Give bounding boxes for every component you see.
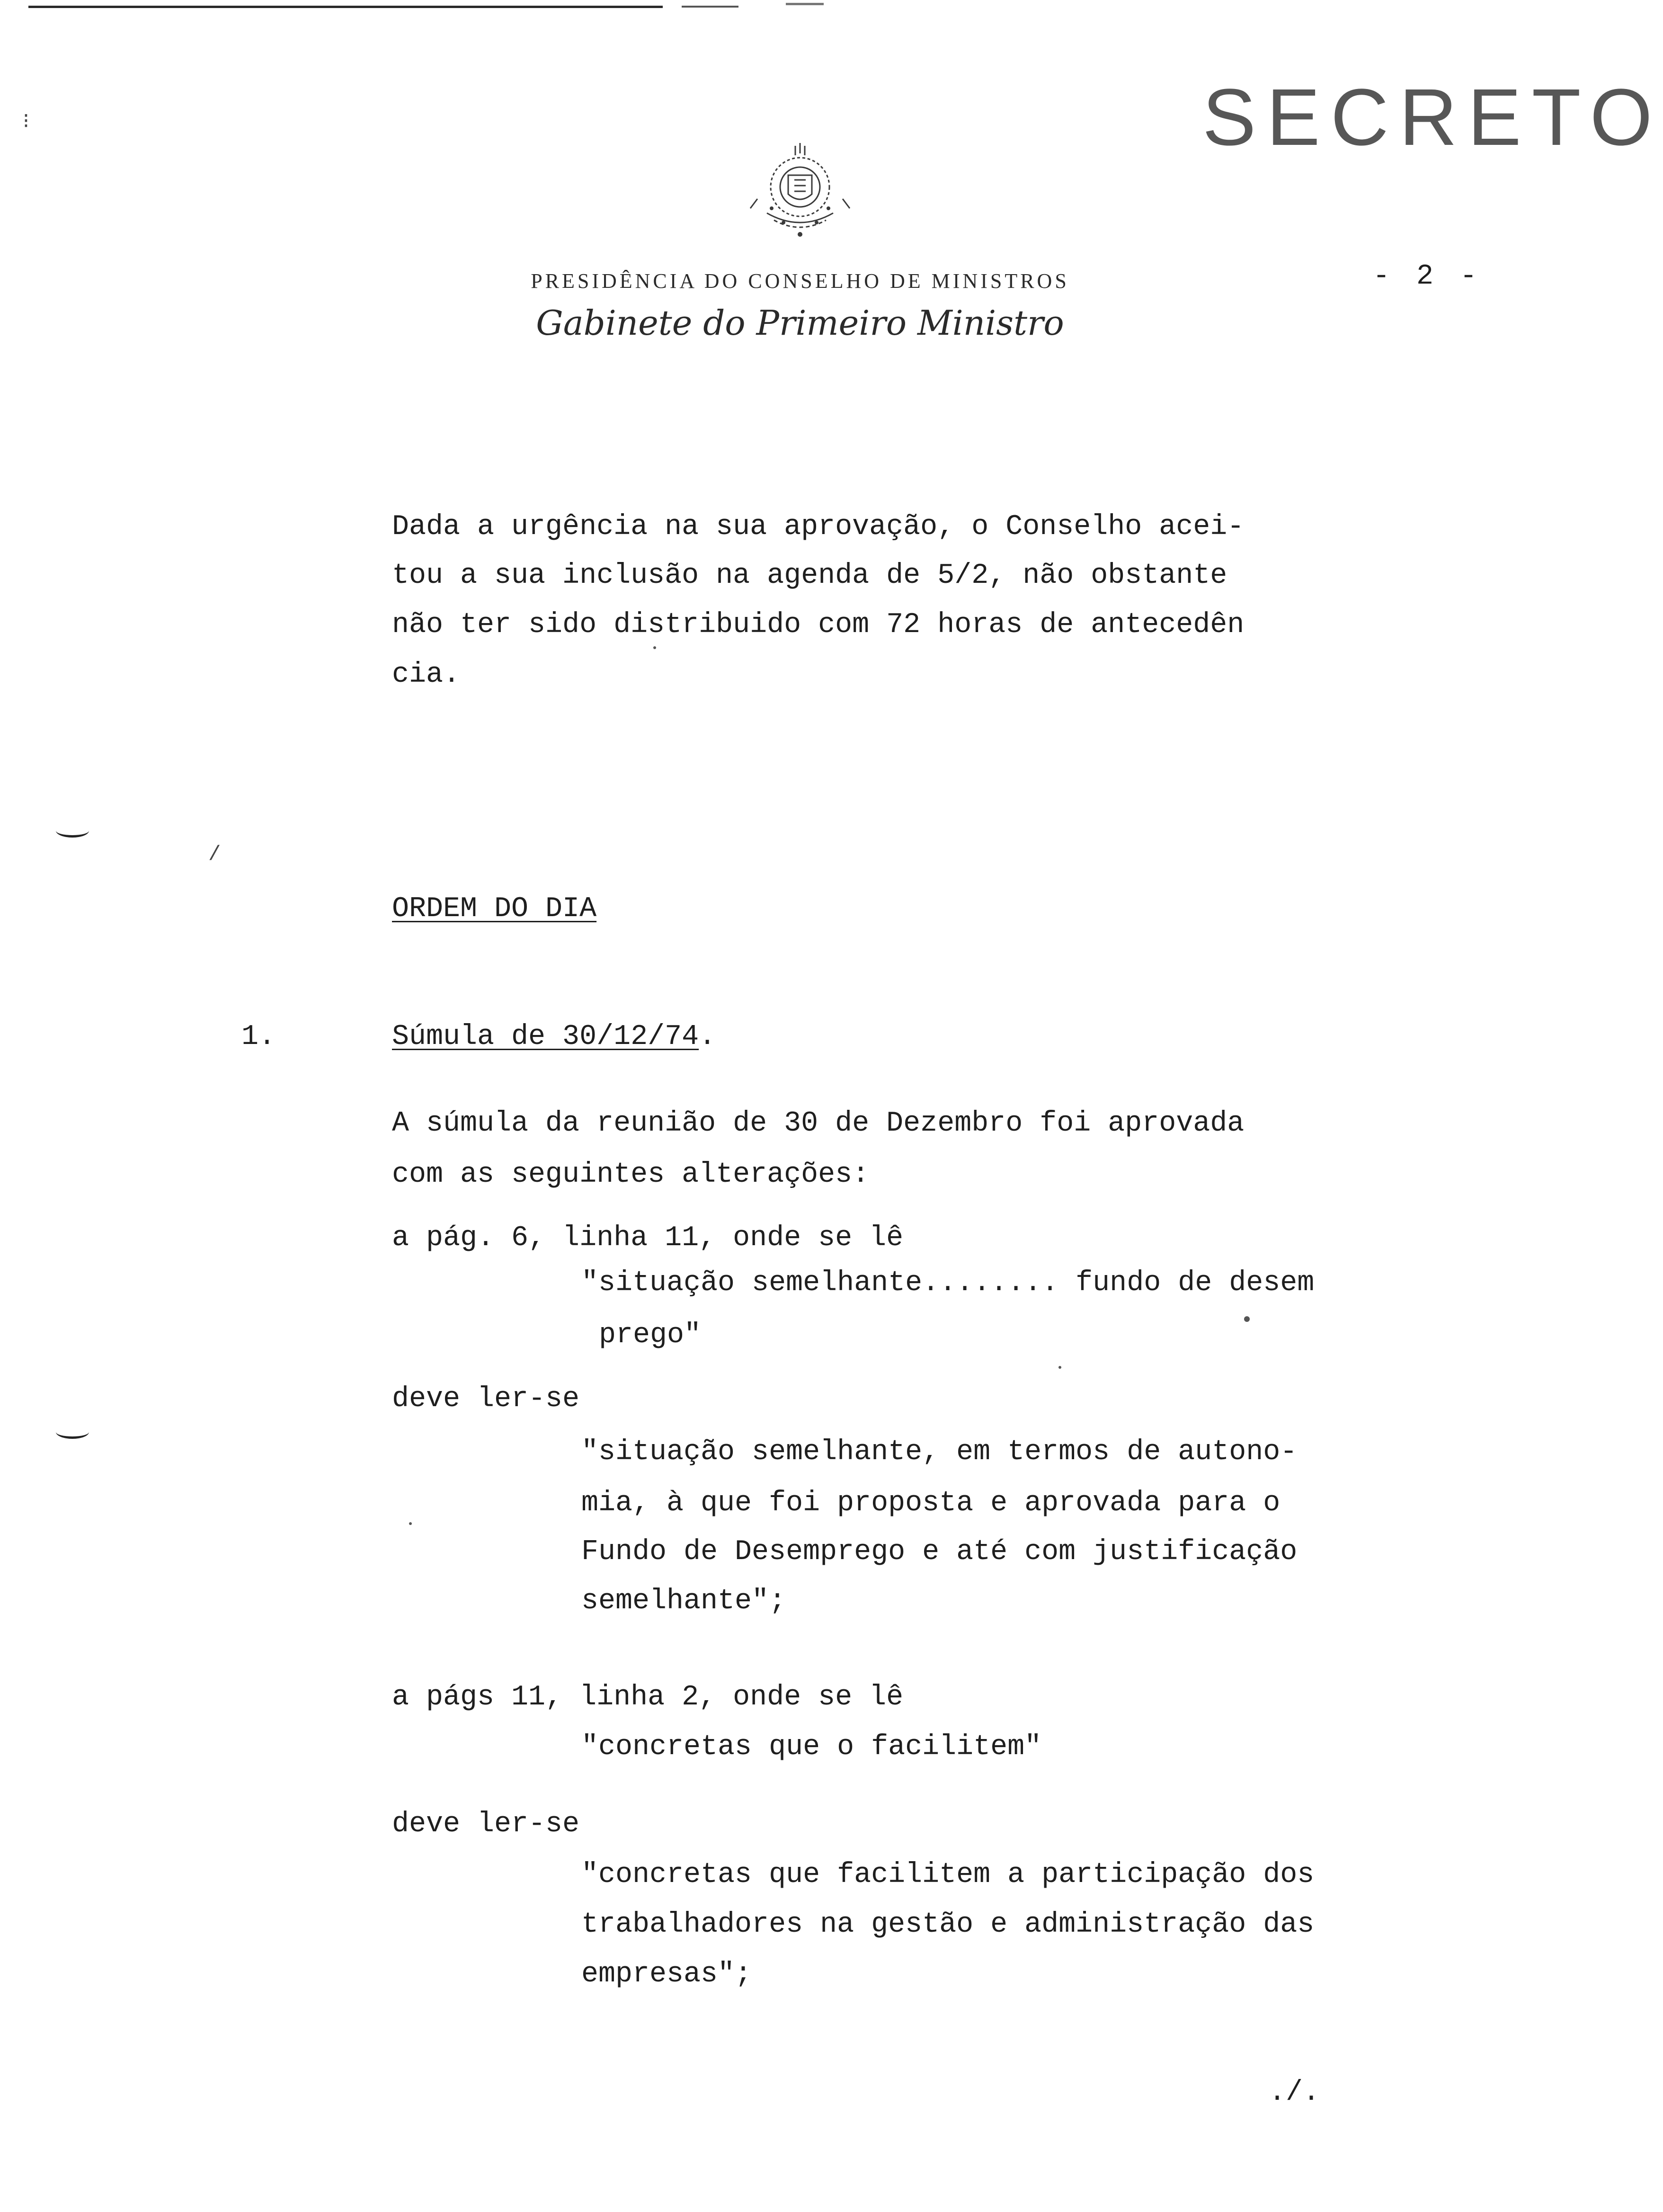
speck: [409, 1522, 412, 1525]
speck: [1244, 1316, 1250, 1322]
should-read-label: deve ler-se: [392, 1808, 580, 1840]
agenda-heading: ORDEM DO DIA: [392, 893, 597, 925]
corrected-text-line: "situação semelhante, em termos de autono-: [581, 1436, 1298, 1468]
continuation-mark: ./.: [1269, 2077, 1320, 2109]
margin-bracket: [56, 1425, 89, 1439]
corrected-text-line: empresas";: [581, 1958, 752, 1990]
original-text-line: "concretas que o facilitem": [581, 1731, 1042, 1763]
corrected-text-line: "concretas que facilitem a participação dos: [581, 1859, 1315, 1891]
item-title-suffix: .: [699, 1021, 716, 1053]
item-number: 1.: [241, 1021, 276, 1053]
should-read-label: deve ler-se: [392, 1383, 580, 1415]
intro-line: tou a sua inclusão na agenda de 5/2, não obstante: [392, 560, 1227, 592]
secret-stamp: SECRETO: [1202, 72, 1663, 162]
correction-location: a págs 11, linha 2, onde se lê: [392, 1681, 904, 1713]
body-line: com as seguintes alterações:: [392, 1159, 870, 1191]
item-title-text: Súmula de 30/12/74: [392, 1021, 699, 1053]
body-line: A súmula da reunião de 30 de Dezembro foi aprovada: [392, 1107, 1245, 1140]
original-text-line: prego": [599, 1319, 702, 1351]
institution-name: PRESIDÊNCIA DO CONSELHO DE MINISTROS: [531, 269, 1069, 293]
top-rule-fragment: [682, 6, 738, 8]
intro-line: Dada a urgência na sua aprovação, o Conselho acei-: [392, 511, 1245, 543]
top-rule: [28, 6, 663, 8]
corrected-text-line: mia, à que foi proposta e aprovada para o: [581, 1487, 1281, 1519]
intro-line: não ter sido distribuido com 72 horas de antecedên: [392, 609, 1245, 641]
top-rule-fragment: [786, 3, 824, 5]
original-text-line: "situação semelhante........ fundo de desem: [581, 1267, 1315, 1299]
item-title: [392, 1023, 716, 1051]
cabinet-name: Gabinete do Primeiro Ministro: [536, 303, 1064, 343]
margin-mark: ⁝: [23, 111, 29, 134]
speck: [1058, 1366, 1061, 1369]
margin-mark: /: [208, 843, 221, 866]
coat-of-arms-icon: [738, 142, 862, 256]
corrected-text-line: trabalhadores na gestão e administração das: [581, 1909, 1315, 1941]
page-number: - 2 -: [1373, 260, 1482, 293]
correction-location: a pág. 6, linha 11, onde se lê: [392, 1222, 904, 1254]
intro-line: cia.: [392, 659, 461, 691]
corrected-text-line: Fundo de Desemprego e até com justificação: [581, 1536, 1298, 1568]
corrected-text-line: semelhante";: [581, 1585, 786, 1617]
margin-bracket: [56, 824, 89, 838]
speck: [653, 646, 656, 649]
